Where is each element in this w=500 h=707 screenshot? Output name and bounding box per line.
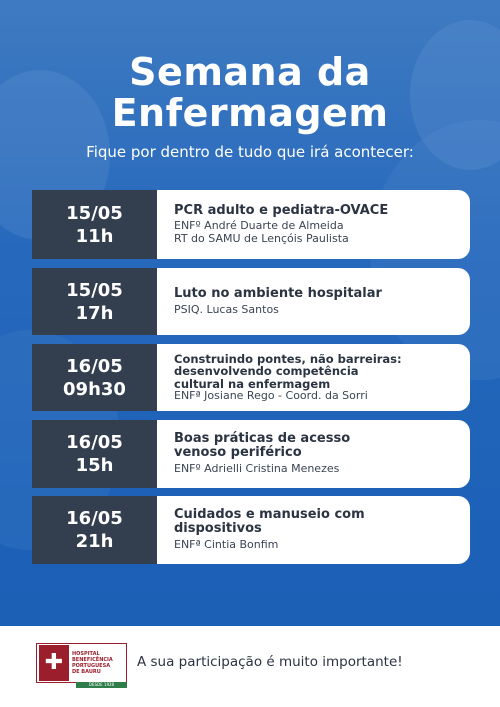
hospital-logo xyxy=(36,643,127,683)
event-title-line: venoso periférico xyxy=(174,445,302,461)
event-info xyxy=(157,496,470,564)
event-date: 16/05 xyxy=(66,355,123,377)
event-title-line: Cuidados e manuseio com xyxy=(174,507,365,523)
event-date: 16/05 xyxy=(66,432,123,453)
event-speaker: PSIQ. Lucas Santos xyxy=(174,303,279,316)
event-date-box xyxy=(32,268,157,335)
poster-subtitle: Fique por dentro de tudo que irá acontecer: xyxy=(86,143,414,161)
event-date: 15/05 xyxy=(66,279,123,301)
title-line: Semana da xyxy=(129,50,371,94)
event-card xyxy=(32,496,470,564)
event-title-line: dispositivos xyxy=(174,521,262,537)
event-title: PCR adulto e pediatra-OVACE xyxy=(174,203,389,218)
title-line: Enfermagem xyxy=(111,91,389,135)
logo-line: BENEFICÊNCIA xyxy=(72,657,113,663)
event-title-line: cultural na enfermagem xyxy=(174,376,331,391)
event-time: 09h30 xyxy=(63,378,126,400)
event-title-line: Construindo pontes, não barreiras: xyxy=(174,351,402,366)
event-time: 21h xyxy=(75,531,114,552)
logo-line: HOSPITAL xyxy=(72,651,100,657)
event-title: Luto no ambiente hospitalar xyxy=(174,285,382,301)
event-date-box xyxy=(32,344,157,411)
event-card xyxy=(32,420,470,488)
event-date-box xyxy=(32,190,157,259)
event-info xyxy=(157,190,470,259)
event-date-box xyxy=(32,496,157,564)
event-card xyxy=(32,190,470,259)
event-speaker: ENFº Adrielli Cristina Menezes xyxy=(174,463,340,476)
logo-line: PORTUGUESA xyxy=(72,663,111,669)
event-time: 11h xyxy=(75,225,114,247)
poster-title xyxy=(0,52,500,134)
event-speaker-role: RT do SAMU de Lençóis Paulista xyxy=(174,232,349,245)
event-time: 17h xyxy=(75,302,114,324)
cross-icon: ✚ xyxy=(39,645,69,681)
event-time: 15h xyxy=(75,455,114,476)
event-card xyxy=(32,344,470,411)
event-info xyxy=(157,344,470,411)
footer-bar xyxy=(0,626,500,707)
event-speaker: ENFª Cintia Bonfim xyxy=(174,539,279,552)
logo-text xyxy=(72,651,113,675)
event-speaker: ENFª Josiane Rego - Coord. da Sorri xyxy=(174,390,368,402)
event-date: 16/05 xyxy=(66,508,123,529)
event-card xyxy=(32,268,470,335)
event-title-line: Boas práticas de acesso xyxy=(174,431,351,447)
event-speaker: ENFº André Duarte de Almeida xyxy=(174,220,344,232)
event-info xyxy=(157,268,470,335)
event-info xyxy=(157,420,470,488)
event-date-box xyxy=(32,420,157,488)
footer-message: A sua participação é muito importante! xyxy=(137,654,403,670)
event-date: 15/05 xyxy=(66,202,123,224)
logo-line: DE BAURU xyxy=(72,669,101,675)
event-title-line: desenvolvendo competência xyxy=(174,364,359,378)
logo-tag: DESDE 1928 xyxy=(76,682,127,688)
